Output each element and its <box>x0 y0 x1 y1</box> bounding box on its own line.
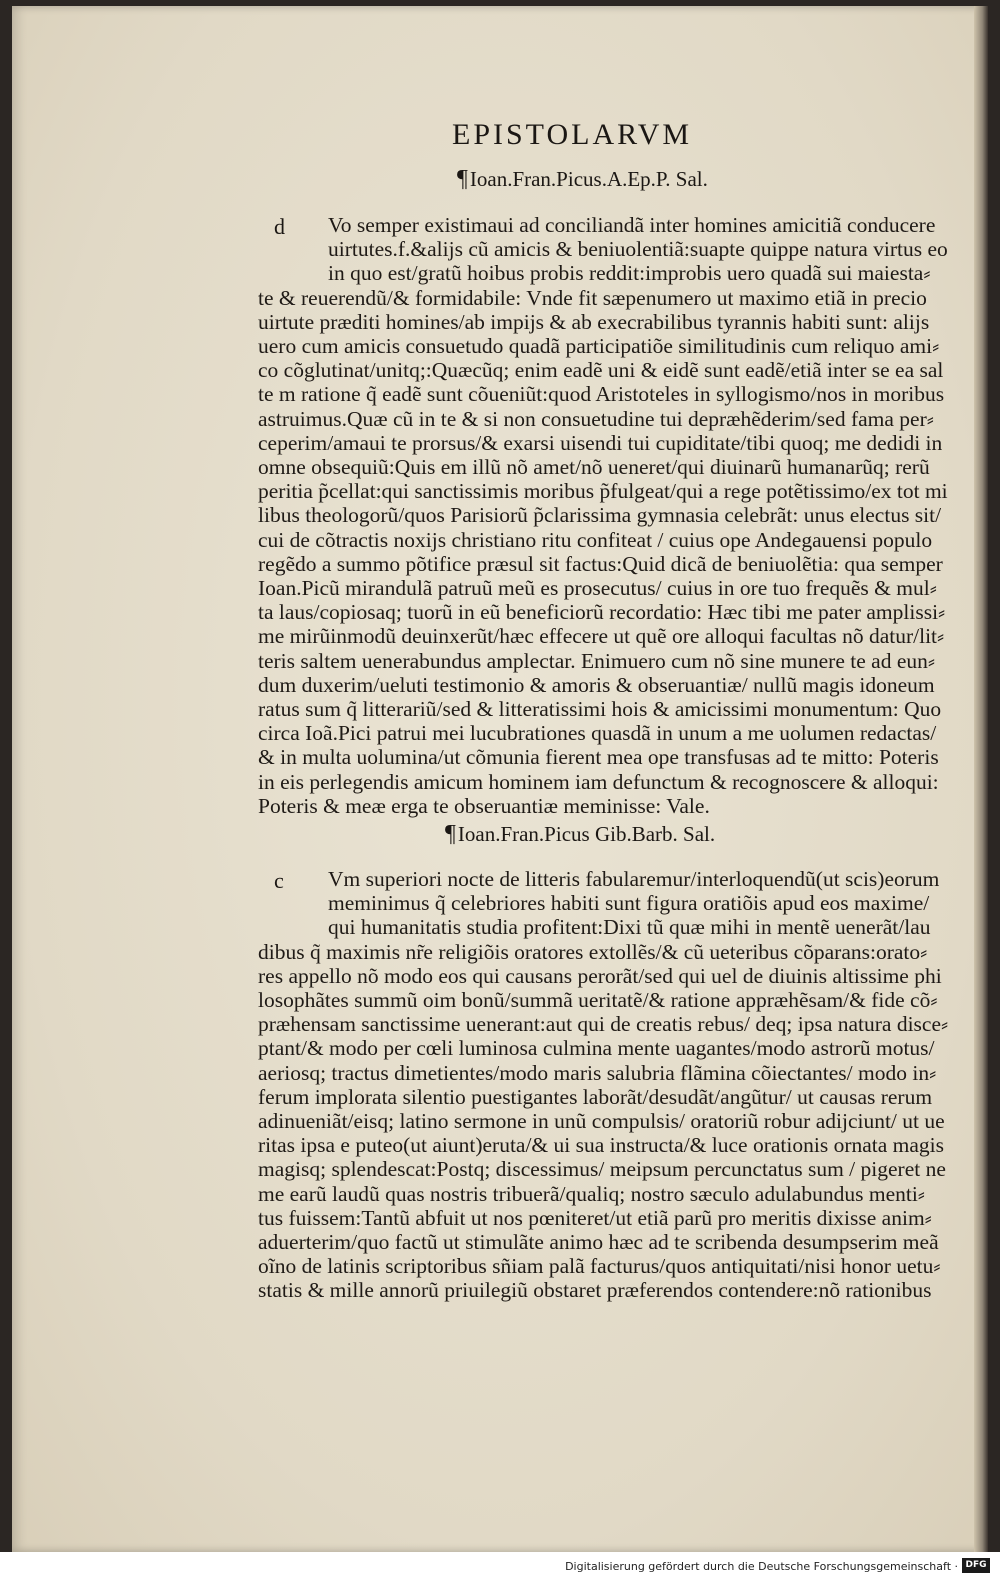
letter2-line: dibus q̃ maximis nr̃e religiõis oratores extollẽs/& cũ ueteribus cõparans:orato⸗ <box>258 939 928 964</box>
letter2-line: aduerterim/quo factũ ut stimulãte animo hæc ad te scribenda desumpserim meã <box>258 1230 939 1255</box>
letter2-line: ritas ipsa e puteo(ut aiunt)eruta/& ui sua instructa/& luce orationis ornata magis <box>258 1133 945 1158</box>
letter1-line: uero cum amicis consuetudo quadã participatiõe similitudinis cum reliquo ami⸗ <box>258 334 940 359</box>
letter1-line: te & reuerendũ/& formidabile: Vnde fit sæpenumero ut maximo etiã in precio <box>258 285 927 310</box>
letter1-salutation-text: Ioan.Fran.Picus.A.Ep.P. Sal. <box>469 167 708 191</box>
letter2-line: ferum implorata silentio puestigantes laborãt/desudãt/angũtur/ ut causas rerum <box>258 1084 933 1109</box>
page-edge <box>974 6 988 1552</box>
letter1-line: omne obsequiũ:Quis em illũ nõ amet/nõ ueneret/qui diuinarũ humanarũq; rerũ <box>258 455 930 480</box>
letter1-line: circa Ioã.Pici patrui mei lucubrationes quasdã in unum a me uolumen redactas/ <box>258 721 937 746</box>
letter2-initial: c <box>274 868 284 893</box>
letter2-body <box>258 867 970 1303</box>
letter2-line: me earũ laudũ quas nostris tribuerã/qualiq; nostro sæculo adulabundus menti⸗ <box>258 1181 925 1206</box>
letter1-line: cui de cõtractis noxijs christiano ritu confiteat / cuius ope Andegauensi populo <box>258 527 933 552</box>
letter2-line: magisq; splendescat:Postq; discessimus/ meipsum percunctatus sum / pigeret ne <box>258 1157 946 1182</box>
letter1-line: teris saltem uenerabundus amplectar. Enimuero cum nõ sine munere te ad eun⸗ <box>258 648 936 673</box>
letter1-line: libus theologorũ/quos Parisiorũ p̃clarissima gymnasia celebrãt: unus electus sit/ <box>258 503 942 528</box>
letter2-line: meminimus q̃ celebriores habiti sunt figura oratiõis apud eos maxime/ <box>328 891 930 916</box>
letter2-line: præhensam sanctissime uenerant:aut qui de creatis rebus/ deq; ipsa natura disce⸗ <box>258 1012 949 1037</box>
letter2-line: Vm superiori nocte de litteris fabularemur/interloquendũ(ut scis)eorum <box>328 867 940 891</box>
letter2-line: tus fuissem:Tantũ abfuit ut nos pœniteret/ut etiã parũ pro meritis dixisse anim⸗ <box>258 1205 932 1230</box>
footer-credit: Digitalisierung gefördert durch die Deutsche Forschungsgemeinschaft · <box>565 1560 958 1573</box>
letter1-line: & in multa uolumina/ut cõmunia fierent mea ope transfusas ad te mitto: Poteris <box>258 745 939 770</box>
letter1-line: ratus sum q̃ litterariũ/sed & litteratissimi hois & amicissimi monumentum: Quo <box>258 697 942 722</box>
letter1-body <box>258 213 970 818</box>
book-page <box>12 6 988 1552</box>
letter1-line: in quo est/gratũ hoibus probis reddit:improbis uero quadã sui maiesta⸗ <box>328 261 931 286</box>
running-head: EPISTOLARVM <box>452 118 693 151</box>
letter1-salutation <box>457 166 708 193</box>
letter1-line: Vo semper existimaui ad conciliandã inter homines amicitiã conducere <box>328 213 936 237</box>
letter2-line: adinueniãt/eisq; latino sermone in unũ compulsis/ oratoriũ robur adijciunt/ ut ue <box>258 1109 945 1134</box>
letter2-line: statis & mille annorũ priuilegiũ obstaret præferendos contendere:nõ rationibus <box>258 1278 932 1303</box>
letter1-line: uirtutes.f.&alijs cũ amicis & beniuolentiã:suapte quippe natura virtus eo <box>328 237 948 262</box>
letter1-line: Poteris & meæ erga te obseruantiæ meminisse: Vale. <box>258 793 710 818</box>
letter1-line: te m ratione q̃ eadẽ sunt cõueniũt:quod Aristoteles in syllogismo/nos in moribus <box>258 382 945 407</box>
letter1-line: in eis perlegendis amicum hominem iam defunctum & recognoscere & alloqui: <box>258 769 939 794</box>
letter2-salutation <box>445 821 715 848</box>
letter1-line: Ioan.Picũ mirandulã patruũ meũ es prosecutus/ cuius in ore tuo frequẽs & mul⸗ <box>258 576 937 601</box>
letter2-line: qui humanitatis studia profitent:Dixi tũ quæ mihi in mentẽ uenerãt/lau <box>328 915 931 940</box>
dfg-logo: DFG <box>962 1558 990 1573</box>
letter1-line: ta laus/copiosaq; tuorũ in eũ beneficiorũ recordatio: Hæc tibi me pater amplissi⸗ <box>258 600 946 625</box>
pilcrow-icon: ¶ <box>457 166 468 192</box>
letter2-line: aeriosq; tractus dimetientes/modo maris salubria flãmina cõiectantes/ modo in⸗ <box>258 1060 937 1085</box>
letter2-line: losophãtes summũ oim bonũ/summã ueritatẽ/& ratione appræhẽsam/& fide cõ⸗ <box>258 988 938 1013</box>
letter1-line: co cõglutinat/unitq;:Quæcũq; enim eadẽ uni & eidẽ sunt eadẽ/etiã inter se ea sal <box>258 358 944 383</box>
letter1-line: ceperim/amaui te prorsus/& exarsi uisendi tui cupiditate/tibi quoq; me dedidi in <box>258 430 943 455</box>
letter2-line: ptant/& modo per cœli luminosa culmina mente uagantes/modo astrorũ motus/ <box>258 1036 935 1061</box>
letter2-salutation-text: Ioan.Fran.Picus Gib.Barb. Sal. <box>457 822 716 846</box>
letter1-line: uirtute præditi homines/ab impijs & ab execrabilibus tyrannis habiti sunt: alijs <box>258 309 930 334</box>
letter1-line: me mirũinmodũ deuinxerũt/hæc effecere ut quẽ ore alloqui facultas nõ datur/lit⸗ <box>258 624 945 649</box>
letter1-line: astruimus.Quæ cũ in te & si non consuetudine tui depræhẽderim/sed fama per⸗ <box>258 406 934 431</box>
letter1-line: regẽdo a summo põtifice præsul sit factus:Quid dicã de beniuolẽtia: qua semper <box>258 551 943 576</box>
footer-bar <box>0 1552 1000 1583</box>
letter2-line: oĩno de latinis scriptoribus sñiam palã facturus/quos antiquitati/nisi honor uetu⸗ <box>258 1254 941 1279</box>
letter1-line: peritia p̃cellat:qui sanctissimis moribus p̃fulgeat/qui a rege potẽtissimo/ex tot mi <box>258 479 948 504</box>
letter2-line: res appello nõ modo eos qui causans perorãt/sed qui uel de diuinis altissime phi <box>258 963 942 988</box>
letter1-initial: d <box>274 214 285 239</box>
pilcrow-icon: ¶ <box>445 821 456 847</box>
letter1-line: dum duxerim/ueluti testimonio & amoris & obseruantiæ/ nullũ magis idoneum <box>258 672 935 697</box>
